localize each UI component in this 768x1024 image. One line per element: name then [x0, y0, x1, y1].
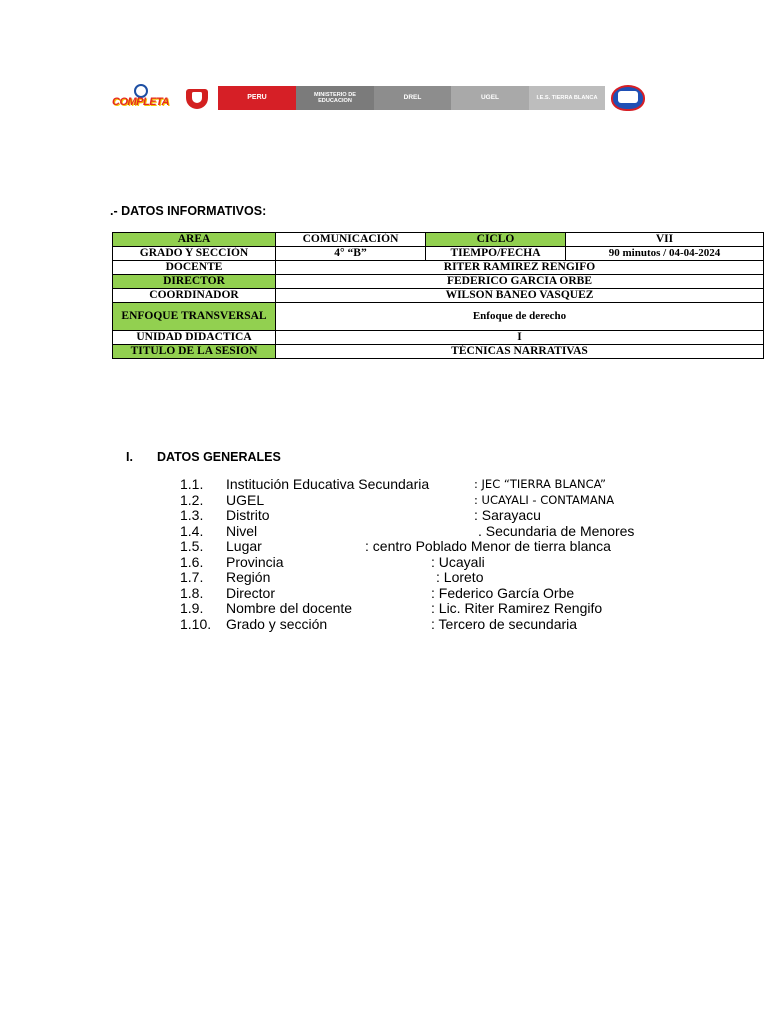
datos-informativos-table — [112, 232, 764, 359]
section-numeral: I. — [126, 450, 133, 464]
item-value: : Loreto — [436, 569, 484, 585]
banner-peru: PERU — [218, 86, 296, 110]
item-label: Director — [226, 584, 276, 601]
item-label: Región — [226, 569, 271, 585]
list-item — [180, 601, 740, 617]
list-item — [180, 493, 740, 509]
docente-label: DOCENTE — [113, 261, 276, 275]
area-value: COMUNICACIÓN — [276, 233, 426, 247]
item-label: UGEL — [226, 491, 265, 508]
table-row — [113, 331, 764, 345]
item-label: Nombre del docente — [226, 600, 353, 616]
item-number: 1.7. — [180, 569, 204, 585]
item-number: 1.1. — [180, 476, 204, 492]
list-item — [180, 539, 740, 555]
item-label: Grado y sección — [226, 615, 328, 632]
grado-value: 4° “B” — [276, 247, 426, 261]
banner-ies: I.E.S. TIERRA BLANCA — [529, 86, 605, 110]
item-value: : centro Poblado Menor de tierra blanca — [365, 538, 611, 554]
item-number: 1.5. — [180, 538, 204, 554]
item-number: 1.6. — [180, 553, 204, 570]
banner-ministerio: MINISTERIO DE EDUCACION — [296, 86, 374, 110]
banner-ugel: UGEL — [451, 86, 529, 110]
item-value: : Tercero de secundaria — [431, 615, 578, 632]
list-item — [180, 508, 740, 524]
item-label: Distrito — [226, 507, 270, 523]
titulo-value: TÉCNICAS NARRATIVAS — [276, 345, 764, 359]
table-row — [113, 247, 764, 261]
item-value: . Secundaria de Menores — [478, 522, 635, 539]
banner-drel: DREL — [374, 86, 451, 110]
table-row — [113, 303, 764, 331]
unidad-label: UNIDAD DIDACTICA — [113, 331, 276, 345]
table-row — [113, 289, 764, 303]
unidad-value: I — [276, 331, 764, 345]
table-row — [113, 345, 764, 359]
list-item — [180, 570, 740, 586]
list-item — [180, 586, 740, 602]
item-value: : Sarayacu — [474, 507, 541, 523]
table-row — [113, 233, 764, 247]
item-number: 1.2. — [180, 491, 204, 508]
titulo-label: TITULO DE LA SESION — [113, 345, 276, 359]
ciclo-value: VII — [566, 233, 764, 247]
completa-logo — [112, 84, 176, 112]
item-value: : Federico García Orbe — [431, 584, 575, 601]
header-banner — [112, 84, 656, 112]
coordinador-value: WILSON BANEO VASQUEZ — [276, 289, 764, 303]
school-crest-icon — [609, 85, 647, 111]
item-value: : UCAYALI - CONTAMANA — [474, 492, 615, 507]
item-value: : Lic. Riter Ramirez Rengifo — [431, 600, 603, 616]
list-item — [180, 524, 740, 540]
item-number: 1.4. — [180, 522, 204, 539]
item-number: 1.8. — [180, 584, 204, 601]
item-label: Provincia — [226, 553, 284, 570]
table-row — [113, 275, 764, 289]
datos-generales-heading — [126, 450, 281, 464]
director-label: DIRECTOR — [113, 275, 276, 289]
area-label: AREA — [113, 233, 276, 247]
coordinador-label: COORDINADOR — [113, 289, 276, 303]
logo-text: COMPLETA — [112, 96, 169, 108]
list-item — [180, 477, 740, 493]
section-title: DATOS GENERALES — [157, 450, 281, 464]
enfoque-label: ENFOQUE TRANSVERSAL — [113, 303, 276, 331]
list-item — [180, 617, 740, 633]
item-label: Nivel — [226, 522, 258, 539]
item-label: Lugar — [226, 538, 262, 554]
grado-label: GRADO Y SECCIÓN — [113, 247, 276, 261]
ciclo-label: CICLO — [426, 233, 566, 247]
director-value: FEDERICO GARCIA ORBE — [276, 275, 764, 289]
list-item — [180, 555, 740, 571]
peru-shield-icon — [180, 85, 214, 111]
item-value: : Ucayali — [431, 553, 485, 570]
datos-generales-list — [180, 477, 740, 632]
datos-informativos-heading: .- DATOS INFORMATIVOS: — [110, 204, 267, 218]
item-label: Institución Educativa Secundaria — [226, 476, 430, 492]
item-number: 1.9. — [180, 600, 204, 616]
enfoque-value: Enfoque de derecho — [276, 303, 764, 331]
table-row — [113, 261, 764, 275]
tiempo-value: 90 minutos / 04-04-2024 — [566, 247, 764, 261]
item-number: 1.10. — [180, 615, 212, 632]
tiempo-label: TIEMPO/FECHA — [426, 247, 566, 261]
docente-value: RITER RAMIREZ RENGIFO — [276, 261, 764, 275]
item-number: 1.3. — [180, 507, 204, 523]
item-value: : JEC “TIERRA BLANCA” — [474, 477, 607, 491]
